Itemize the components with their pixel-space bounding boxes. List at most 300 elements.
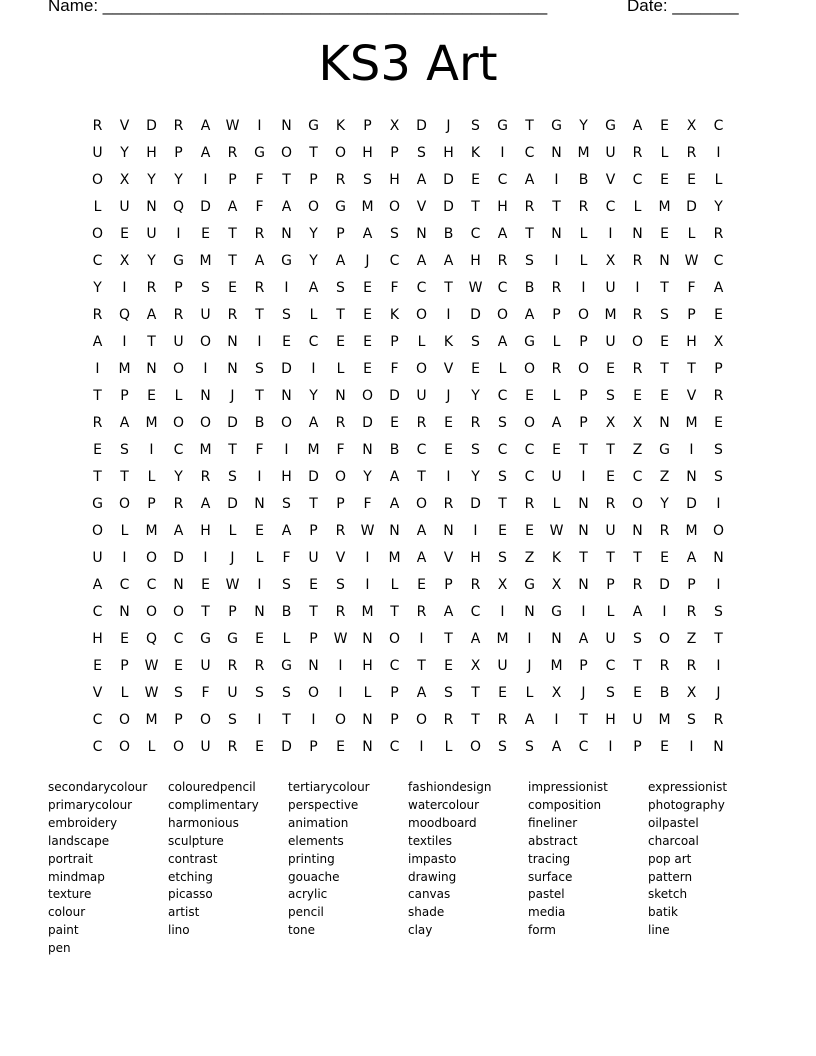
grid-letter[interactable]: F: [201, 685, 210, 701]
grid-letter[interactable]: A: [524, 712, 535, 728]
grid-letter[interactable]: U: [200, 307, 211, 323]
grid-letter[interactable]: E: [498, 685, 507, 701]
grid-letter[interactable]: R: [524, 496, 535, 512]
grid-letter[interactable]: C: [497, 280, 508, 296]
grid-letter[interactable]: E: [714, 307, 723, 323]
grid-letter[interactable]: Y: [309, 226, 318, 242]
grid-letter[interactable]: J: [527, 658, 532, 674]
grid-letter[interactable]: A: [92, 334, 103, 350]
grid-letter[interactable]: I: [284, 280, 289, 296]
grid-letter[interactable]: O: [415, 496, 428, 512]
grid-letter[interactable]: T: [417, 469, 426, 485]
grid-letter[interactable]: A: [713, 280, 724, 296]
grid-letter[interactable]: I: [311, 712, 316, 728]
grid-letter[interactable]: F: [390, 280, 399, 296]
grid-letter[interactable]: N: [551, 226, 562, 242]
grid-letter[interactable]: E: [633, 388, 642, 404]
grid-letter[interactable]: A: [416, 685, 427, 701]
grid-letter[interactable]: M: [685, 523, 698, 539]
grid-letter[interactable]: R: [470, 577, 481, 593]
grid-letter[interactable]: U: [200, 658, 211, 674]
grid-letter[interactable]: R: [713, 712, 724, 728]
grid-letter[interactable]: M: [199, 253, 212, 269]
grid-letter[interactable]: D: [308, 469, 319, 485]
grid-letter[interactable]: K: [389, 307, 400, 323]
grid-letter[interactable]: E: [336, 739, 345, 755]
grid-letter[interactable]: A: [497, 334, 508, 350]
grid-letter[interactable]: E: [174, 658, 183, 674]
grid-letter[interactable]: V: [335, 550, 346, 566]
grid-letter[interactable]: D: [389, 388, 400, 404]
grid-letter[interactable]: T: [525, 226, 534, 242]
grid-letter[interactable]: G: [254, 145, 265, 161]
grid-letter[interactable]: T: [282, 172, 291, 188]
grid-letter[interactable]: T: [417, 658, 426, 674]
grid-letter[interactable]: W: [225, 118, 240, 134]
grid-letter[interactable]: N: [416, 226, 427, 242]
grid-letter[interactable]: C: [470, 604, 481, 620]
grid-letter[interactable]: S: [282, 685, 291, 701]
grid-letter[interactable]: E: [201, 226, 210, 242]
grid-letter[interactable]: P: [390, 334, 399, 350]
grid-letter[interactable]: G: [281, 658, 292, 674]
grid-letter[interactable]: P: [714, 361, 723, 377]
grid-letter[interactable]: I: [581, 469, 586, 485]
grid-letter[interactable]: C: [605, 199, 616, 215]
grid-letter[interactable]: C: [713, 253, 724, 269]
grid-letter[interactable]: I: [500, 604, 505, 620]
grid-letter[interactable]: E: [363, 334, 372, 350]
grid-letter[interactable]: D: [470, 496, 481, 512]
grid-letter[interactable]: R: [335, 172, 346, 188]
grid-letter[interactable]: S: [255, 361, 264, 377]
grid-letter[interactable]: H: [281, 469, 292, 485]
grid-letter[interactable]: J: [365, 253, 370, 269]
grid-letter[interactable]: C: [308, 334, 319, 350]
grid-letter[interactable]: E: [606, 361, 615, 377]
grid-letter[interactable]: I: [608, 739, 613, 755]
grid-letter[interactable]: S: [390, 226, 399, 242]
grid-letter[interactable]: P: [120, 388, 129, 404]
grid-letter[interactable]: O: [199, 415, 212, 431]
grid-letter[interactable]: S: [174, 685, 183, 701]
grid-letter[interactable]: T: [660, 280, 669, 296]
grid-letter[interactable]: L: [552, 496, 561, 512]
grid-letter[interactable]: G: [308, 118, 319, 134]
grid-letter[interactable]: E: [660, 334, 669, 350]
grid-letter[interactable]: V: [443, 361, 454, 377]
grid-letter[interactable]: T: [633, 658, 642, 674]
grid-letter[interactable]: I: [446, 469, 451, 485]
grid-letter[interactable]: A: [173, 523, 184, 539]
grid-letter[interactable]: O: [145, 550, 158, 566]
grid-letter[interactable]: W: [333, 631, 348, 647]
grid-letter[interactable]: E: [444, 415, 453, 431]
grid-letter[interactable]: R: [254, 280, 265, 296]
grid-letter[interactable]: G: [524, 334, 535, 350]
grid-letter[interactable]: T: [93, 388, 102, 404]
grid-letter[interactable]: A: [416, 253, 427, 269]
grid-letter[interactable]: A: [686, 550, 697, 566]
grid-letter[interactable]: A: [416, 523, 427, 539]
grid-letter[interactable]: I: [581, 604, 586, 620]
grid-letter[interactable]: H: [443, 145, 454, 161]
grid-letter[interactable]: R: [605, 496, 616, 512]
grid-letter[interactable]: R: [632, 361, 643, 377]
grid-letter[interactable]: W: [225, 577, 240, 593]
grid-letter[interactable]: E: [660, 118, 669, 134]
grid-letter[interactable]: O: [118, 496, 131, 512]
grid-letter[interactable]: E: [471, 172, 480, 188]
grid-letter[interactable]: H: [200, 523, 211, 539]
grid-letter[interactable]: C: [92, 253, 103, 269]
grid-letter[interactable]: E: [363, 361, 372, 377]
grid-letter[interactable]: S: [336, 577, 345, 593]
grid-letter[interactable]: U: [497, 658, 508, 674]
grid-letter[interactable]: S: [633, 631, 642, 647]
grid-letter[interactable]: D: [146, 118, 157, 134]
grid-letter[interactable]: R: [686, 658, 697, 674]
grid-letter[interactable]: O: [631, 334, 644, 350]
grid-letter[interactable]: V: [686, 388, 697, 404]
grid-letter[interactable]: P: [174, 280, 183, 296]
grid-letter[interactable]: X: [632, 415, 643, 431]
grid-letter[interactable]: L: [417, 334, 426, 350]
grid-letter[interactable]: S: [417, 145, 426, 161]
grid-letter[interactable]: A: [632, 118, 643, 134]
grid-letter[interactable]: P: [174, 145, 183, 161]
grid-letter[interactable]: T: [228, 253, 237, 269]
grid-letter[interactable]: I: [716, 496, 721, 512]
grid-letter[interactable]: J: [581, 685, 586, 701]
grid-letter[interactable]: X: [119, 253, 130, 269]
grid-letter[interactable]: G: [497, 118, 508, 134]
grid-letter[interactable]: O: [388, 631, 401, 647]
grid-letter[interactable]: Y: [174, 469, 183, 485]
grid-letter[interactable]: B: [524, 280, 535, 296]
grid-letter[interactable]: N: [254, 496, 265, 512]
grid-letter[interactable]: A: [254, 253, 265, 269]
grid-letter[interactable]: R: [227, 307, 238, 323]
grid-letter[interactable]: R: [227, 145, 238, 161]
grid-letter[interactable]: R: [632, 253, 643, 269]
grid-letter[interactable]: I: [122, 550, 127, 566]
grid-letter[interactable]: U: [605, 631, 616, 647]
grid-letter[interactable]: S: [282, 307, 291, 323]
grid-letter[interactable]: S: [471, 442, 480, 458]
grid-letter[interactable]: T: [147, 334, 156, 350]
grid-letter[interactable]: U: [605, 280, 616, 296]
grid-letter[interactable]: N: [713, 550, 724, 566]
grid-letter[interactable]: L: [336, 361, 345, 377]
grid-letter[interactable]: T: [228, 226, 237, 242]
grid-letter[interactable]: T: [444, 631, 453, 647]
grid-letter[interactable]: T: [714, 631, 723, 647]
grid-letter[interactable]: Y: [120, 145, 129, 161]
grid-letter[interactable]: R: [713, 388, 724, 404]
grid-letter[interactable]: F: [687, 280, 696, 296]
grid-letter[interactable]: C: [470, 226, 481, 242]
grid-letter[interactable]: I: [122, 334, 127, 350]
grid-letter[interactable]: R: [524, 199, 535, 215]
grid-letter[interactable]: N: [578, 523, 589, 539]
grid-letter[interactable]: Y: [714, 199, 723, 215]
grid-letter[interactable]: A: [200, 145, 211, 161]
grid-letter[interactable]: P: [444, 577, 453, 593]
grid-letter[interactable]: A: [362, 226, 373, 242]
grid-letter[interactable]: A: [551, 739, 562, 755]
grid-letter[interactable]: I: [257, 334, 262, 350]
grid-letter[interactable]: N: [254, 604, 265, 620]
grid-letter[interactable]: E: [120, 631, 129, 647]
grid-letter[interactable]: F: [336, 442, 345, 458]
grid-letter[interactable]: R: [335, 604, 346, 620]
grid-letter[interactable]: D: [281, 361, 292, 377]
grid-letter[interactable]: A: [632, 604, 643, 620]
grid-letter[interactable]: S: [120, 442, 129, 458]
grid-letter[interactable]: C: [497, 172, 508, 188]
grid-letter[interactable]: G: [335, 199, 346, 215]
grid-letter[interactable]: I: [716, 658, 721, 674]
grid-letter[interactable]: N: [578, 496, 589, 512]
grid-letter[interactable]: S: [228, 712, 237, 728]
grid-letter[interactable]: M: [307, 442, 320, 458]
grid-letter[interactable]: S: [282, 496, 291, 512]
grid-letter[interactable]: O: [280, 415, 293, 431]
grid-letter[interactable]: O: [712, 523, 725, 539]
grid-letter[interactable]: M: [145, 523, 158, 539]
grid-letter[interactable]: E: [336, 334, 345, 350]
grid-letter[interactable]: X: [713, 334, 724, 350]
grid-letter[interactable]: S: [714, 604, 723, 620]
grid-letter[interactable]: R: [497, 712, 508, 728]
grid-letter[interactable]: P: [336, 496, 345, 512]
grid-letter[interactable]: L: [579, 253, 588, 269]
grid-letter[interactable]: E: [660, 172, 669, 188]
grid-letter[interactable]: N: [524, 604, 535, 620]
grid-letter[interactable]: O: [577, 361, 590, 377]
grid-letter[interactable]: U: [146, 226, 157, 242]
grid-letter[interactable]: A: [416, 550, 427, 566]
grid-letter[interactable]: O: [658, 631, 671, 647]
grid-letter[interactable]: I: [716, 577, 721, 593]
grid-letter[interactable]: B: [254, 415, 265, 431]
grid-letter[interactable]: P: [363, 118, 372, 134]
grid-letter[interactable]: S: [201, 280, 210, 296]
grid-letter[interactable]: M: [658, 199, 671, 215]
grid-letter[interactable]: B: [281, 604, 292, 620]
grid-letter[interactable]: I: [527, 631, 532, 647]
grid-letter[interactable]: L: [552, 334, 561, 350]
grid-letter[interactable]: N: [551, 631, 562, 647]
grid-letter[interactable]: G: [227, 631, 238, 647]
grid-letter[interactable]: K: [335, 118, 346, 134]
grid-letter[interactable]: O: [91, 172, 104, 188]
grid-letter[interactable]: W: [468, 280, 483, 296]
grid-letter[interactable]: R: [713, 226, 724, 242]
grid-letter[interactable]: Q: [145, 631, 158, 647]
grid-letter[interactable]: W: [144, 658, 159, 674]
grid-letter[interactable]: S: [255, 685, 264, 701]
grid-letter[interactable]: X: [686, 685, 697, 701]
grid-letter[interactable]: R: [416, 604, 427, 620]
grid-letter[interactable]: I: [257, 577, 262, 593]
grid-letter[interactable]: R: [578, 199, 589, 215]
grid-letter[interactable]: N: [713, 739, 724, 755]
grid-letter[interactable]: R: [227, 739, 238, 755]
grid-letter[interactable]: I: [122, 280, 127, 296]
grid-letter[interactable]: O: [577, 307, 590, 323]
grid-letter[interactable]: E: [93, 658, 102, 674]
grid-letter[interactable]: I: [338, 658, 343, 674]
grid-letter[interactable]: A: [308, 415, 319, 431]
grid-letter[interactable]: R: [632, 307, 643, 323]
grid-letter[interactable]: L: [174, 388, 183, 404]
grid-letter[interactable]: S: [498, 550, 507, 566]
grid-letter[interactable]: O: [145, 604, 158, 620]
grid-letter[interactable]: T: [309, 604, 318, 620]
grid-letter[interactable]: O: [388, 199, 401, 215]
grid-letter[interactable]: E: [120, 226, 129, 242]
grid-letter[interactable]: D: [173, 550, 184, 566]
grid-letter[interactable]: A: [92, 577, 103, 593]
grid-letter[interactable]: A: [227, 199, 238, 215]
grid-letter[interactable]: I: [635, 280, 640, 296]
grid-letter[interactable]: L: [120, 685, 129, 701]
grid-letter[interactable]: I: [500, 145, 505, 161]
grid-letter[interactable]: R: [632, 145, 643, 161]
grid-letter[interactable]: O: [118, 739, 131, 755]
grid-letter[interactable]: U: [416, 388, 427, 404]
grid-letter[interactable]: Z: [524, 550, 535, 566]
grid-letter[interactable]: T: [525, 118, 534, 134]
grid-letter[interactable]: O: [172, 361, 185, 377]
grid-letter[interactable]: I: [95, 361, 100, 377]
grid-letter[interactable]: E: [363, 307, 372, 323]
grid-letter[interactable]: H: [686, 334, 697, 350]
grid-letter[interactable]: I: [581, 280, 586, 296]
grid-letter[interactable]: T: [336, 307, 345, 323]
grid-letter[interactable]: S: [687, 712, 696, 728]
date-field[interactable]: Date: _______: [627, 0, 739, 15]
grid-letter[interactable]: Y: [174, 172, 183, 188]
grid-letter[interactable]: A: [443, 604, 454, 620]
grid-letter[interactable]: Y: [147, 253, 156, 269]
grid-letter[interactable]: P: [147, 496, 156, 512]
grid-letter[interactable]: I: [446, 307, 451, 323]
grid-letter[interactable]: C: [119, 577, 130, 593]
grid-letter[interactable]: N: [632, 226, 643, 242]
grid-letter[interactable]: U: [605, 523, 616, 539]
grid-letter[interactable]: C: [92, 712, 103, 728]
grid-letter[interactable]: T: [120, 469, 129, 485]
grid-letter[interactable]: P: [309, 172, 318, 188]
grid-letter[interactable]: O: [91, 523, 104, 539]
grid-letter[interactable]: T: [255, 307, 264, 323]
grid-letter[interactable]: R: [92, 118, 103, 134]
grid-letter[interactable]: H: [362, 658, 373, 674]
grid-letter[interactable]: G: [173, 253, 184, 269]
grid-letter[interactable]: I: [311, 361, 316, 377]
grid-letter[interactable]: E: [606, 469, 615, 485]
grid-letter[interactable]: M: [361, 199, 374, 215]
grid-letter[interactable]: L: [714, 172, 723, 188]
grid-letter[interactable]: E: [471, 361, 480, 377]
grid-letter[interactable]: X: [497, 577, 508, 593]
grid-letter[interactable]: X: [551, 577, 562, 593]
grid-letter[interactable]: Y: [147, 172, 156, 188]
grid-letter[interactable]: Z: [632, 442, 643, 458]
grid-letter[interactable]: I: [257, 118, 262, 134]
grid-letter[interactable]: R: [200, 469, 211, 485]
grid-letter[interactable]: W: [684, 253, 699, 269]
grid-letter[interactable]: F: [363, 496, 372, 512]
grid-letter[interactable]: U: [119, 199, 130, 215]
grid-letter[interactable]: O: [523, 361, 536, 377]
grid-letter[interactable]: S: [228, 469, 237, 485]
grid-letter[interactable]: C: [416, 280, 427, 296]
grid-letter[interactable]: D: [470, 307, 481, 323]
grid-letter[interactable]: N: [146, 361, 157, 377]
grid-letter[interactable]: C: [578, 739, 589, 755]
grid-letter[interactable]: L: [255, 550, 264, 566]
grid-letter[interactable]: H: [146, 145, 157, 161]
grid-letter[interactable]: D: [659, 577, 670, 593]
grid-letter[interactable]: P: [390, 145, 399, 161]
grid-letter[interactable]: I: [203, 550, 208, 566]
grid-letter[interactable]: Y: [660, 496, 669, 512]
grid-letter[interactable]: M: [496, 631, 509, 647]
grid-letter[interactable]: P: [579, 334, 588, 350]
grid-letter[interactable]: N: [119, 604, 130, 620]
grid-letter[interactable]: G: [92, 496, 103, 512]
grid-letter[interactable]: I: [365, 550, 370, 566]
grid-letter[interactable]: O: [118, 712, 131, 728]
grid-letter[interactable]: E: [417, 577, 426, 593]
grid-letter[interactable]: C: [173, 442, 184, 458]
grid-letter[interactable]: V: [416, 199, 427, 215]
grid-letter[interactable]: E: [687, 172, 696, 188]
grid-letter[interactable]: M: [199, 442, 212, 458]
grid-letter[interactable]: N: [362, 631, 373, 647]
grid-letter[interactable]: X: [470, 658, 481, 674]
grid-letter[interactable]: D: [416, 118, 427, 134]
grid-letter[interactable]: T: [228, 442, 237, 458]
grid-letter[interactable]: X: [389, 118, 400, 134]
grid-letter[interactable]: D: [686, 199, 697, 215]
grid-letter[interactable]: R: [254, 226, 265, 242]
grid-letter[interactable]: M: [550, 658, 563, 674]
grid-letter[interactable]: A: [416, 172, 427, 188]
grid-letter[interactable]: N: [362, 739, 373, 755]
grid-letter[interactable]: U: [605, 334, 616, 350]
grid-letter[interactable]: M: [685, 415, 698, 431]
grid-letter[interactable]: L: [390, 577, 399, 593]
grid-letter[interactable]: L: [363, 685, 372, 701]
grid-letter[interactable]: Y: [93, 280, 102, 296]
grid-letter[interactable]: E: [228, 280, 237, 296]
grid-letter[interactable]: H: [389, 172, 400, 188]
grid-letter[interactable]: C: [713, 118, 724, 134]
grid-letter[interactable]: H: [497, 199, 508, 215]
grid-letter[interactable]: U: [227, 685, 238, 701]
grid-letter[interactable]: E: [660, 739, 669, 755]
grid-letter[interactable]: T: [282, 712, 291, 728]
grid-letter[interactable]: S: [471, 334, 480, 350]
grid-letter[interactable]: C: [497, 388, 508, 404]
grid-letter[interactable]: P: [336, 226, 345, 242]
grid-letter[interactable]: O: [415, 712, 428, 728]
